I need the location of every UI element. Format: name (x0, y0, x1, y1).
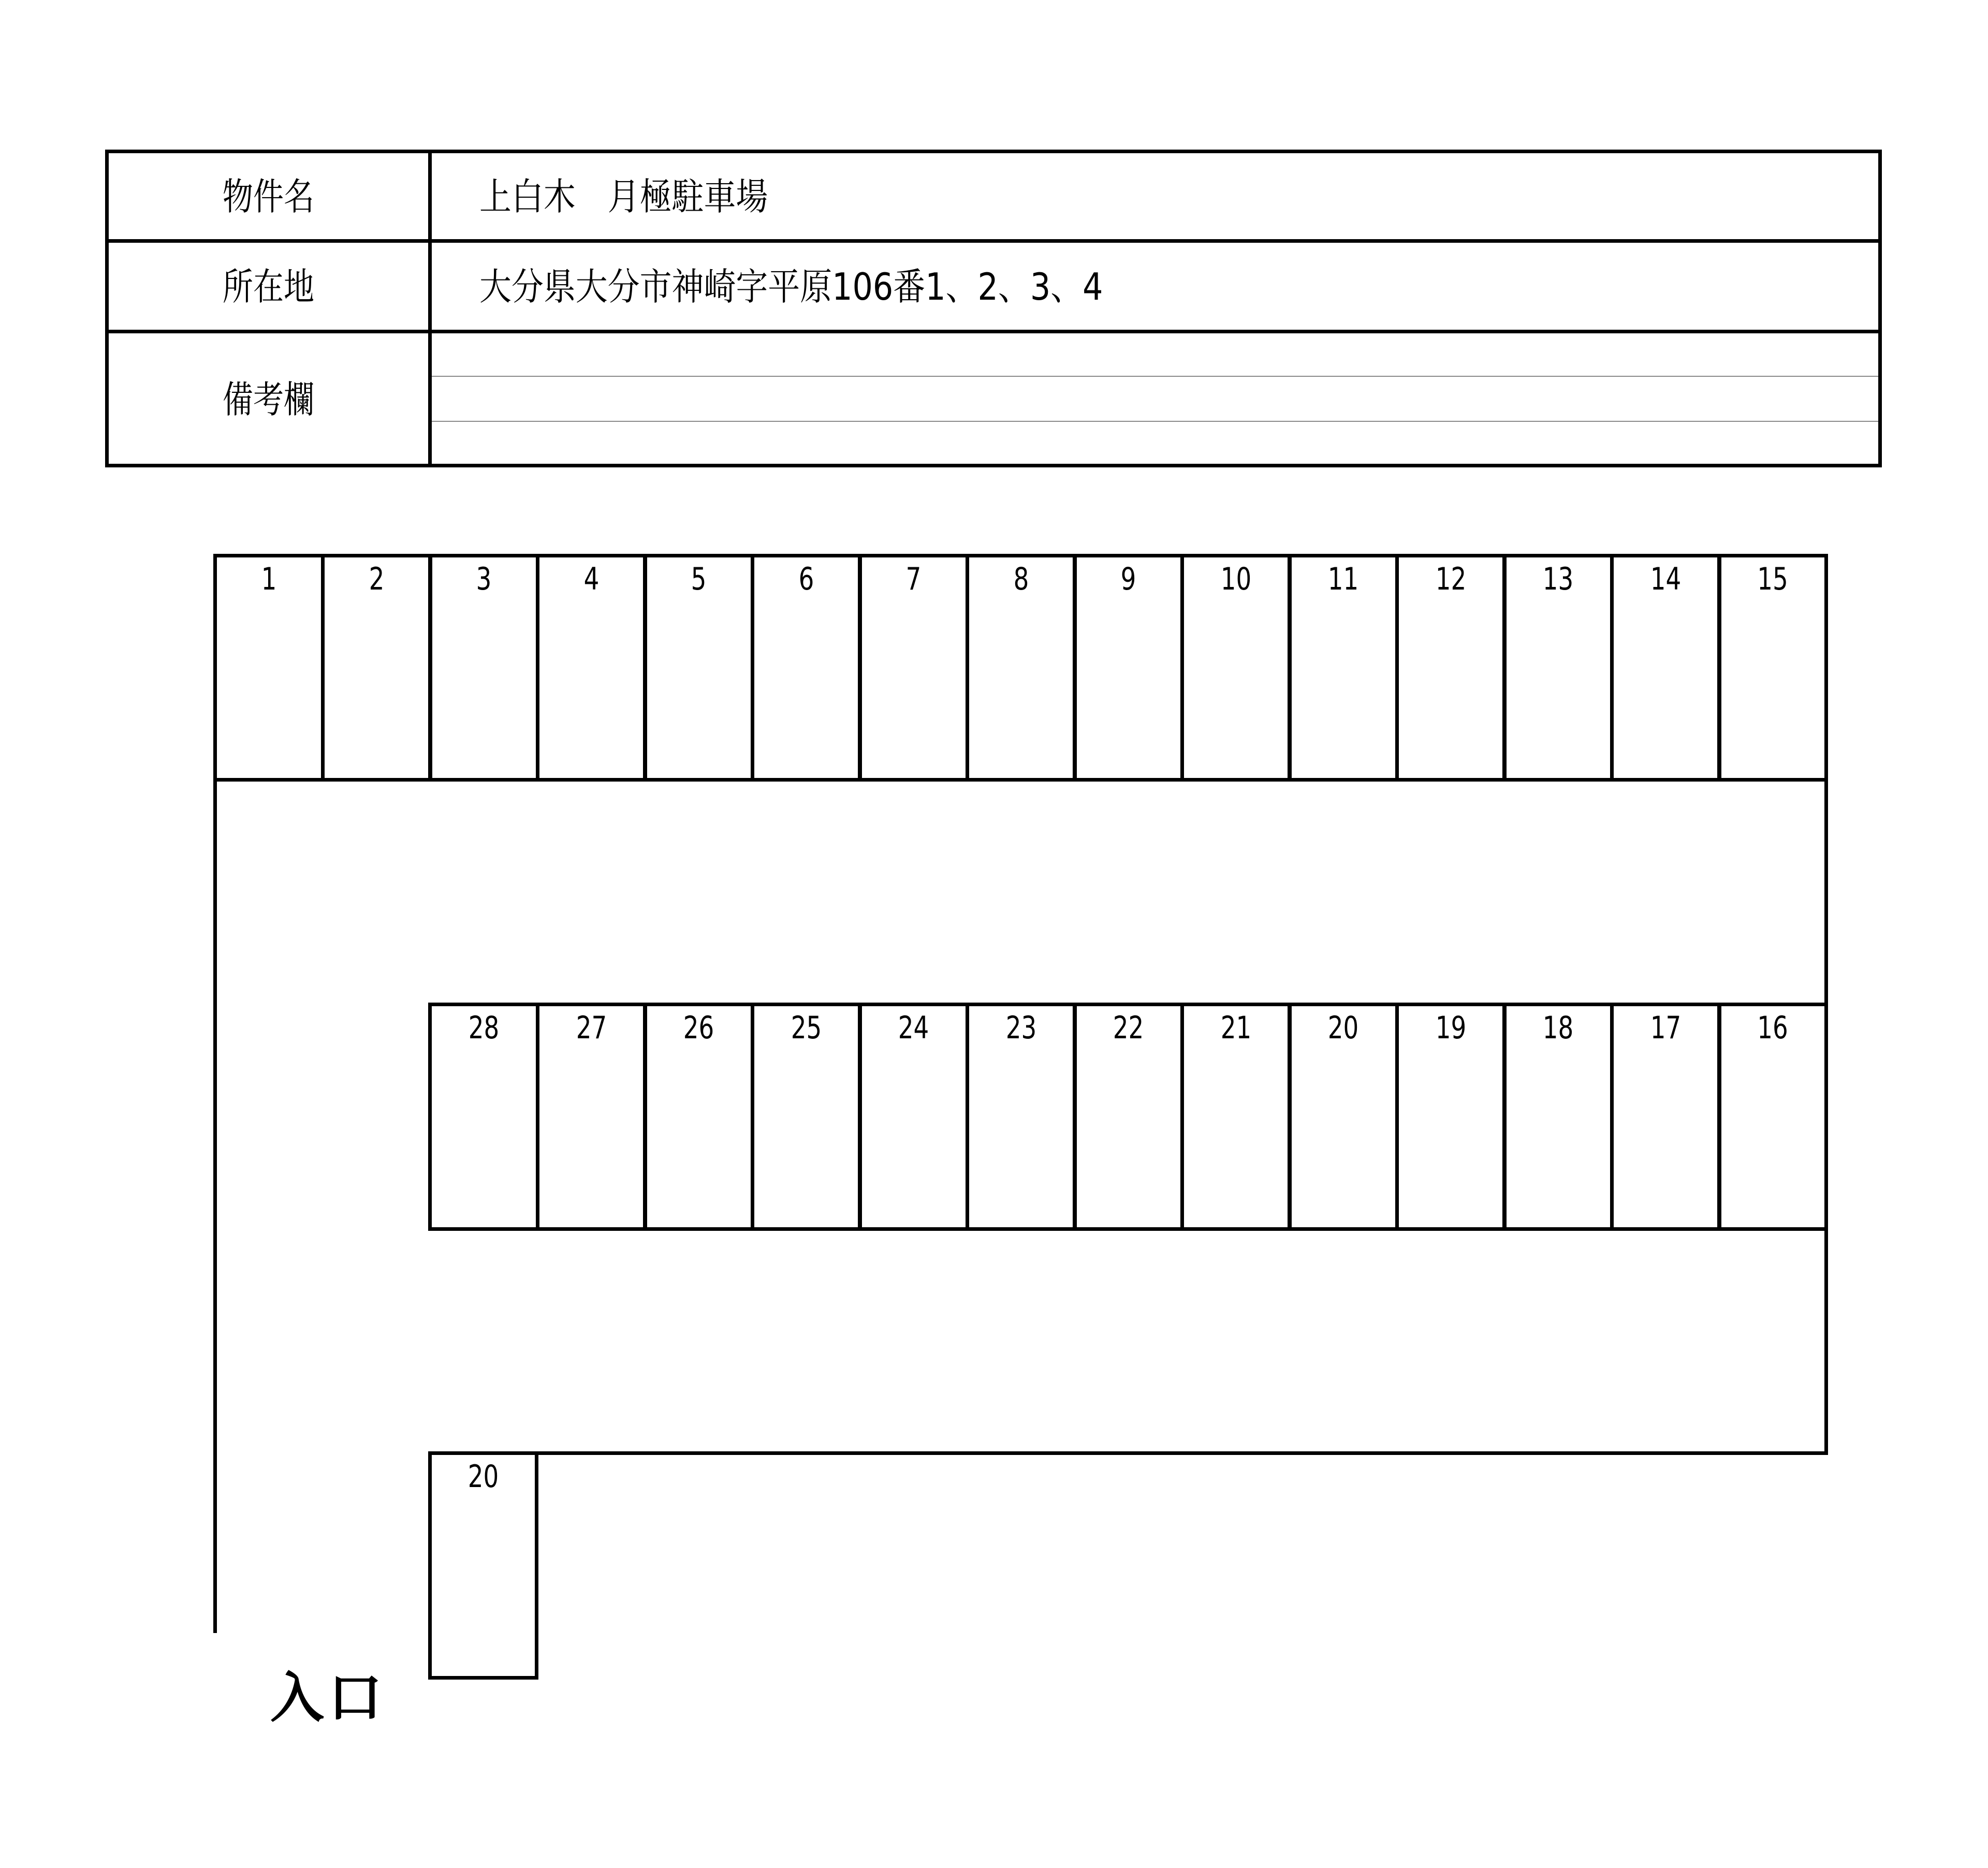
stall-number: 6 (798, 561, 814, 597)
stall-number: 12 (1435, 561, 1467, 597)
parking-stall[interactable] (1502, 1003, 1614, 1231)
stall-number: 28 (468, 1010, 500, 1046)
parking-stall[interactable] (1395, 554, 1507, 782)
stall-number: 7 (905, 561, 922, 597)
parking-stall[interactable] (1073, 554, 1184, 782)
table-column-divider (428, 153, 432, 464)
stall-number: 16 (1757, 1010, 1788, 1046)
parking-stall[interactable] (1288, 1003, 1399, 1231)
parking-stall[interactable] (428, 554, 539, 782)
parking-stall[interactable] (1502, 554, 1614, 782)
parking-stall[interactable] (858, 1003, 969, 1231)
remarks-ruled-line (432, 421, 1878, 422)
stall-number: 4 (583, 561, 600, 597)
table-row-divider (109, 330, 1878, 333)
stall-number: 5 (691, 561, 707, 597)
remarks-ruled-line (432, 376, 1878, 377)
parking-stall[interactable] (1288, 554, 1399, 782)
location-label: 所在地 (222, 265, 315, 308)
parking-stall[interactable] (966, 554, 1077, 782)
stall-number: 20 (1327, 1010, 1359, 1046)
property-name-label: 物件名 (222, 175, 315, 218)
stall-number: 3 (476, 561, 492, 597)
stall-number: 1 (261, 561, 277, 597)
stall-number: 13 (1542, 561, 1574, 597)
stall-number: 11 (1327, 561, 1359, 597)
stall-number: 2 (369, 561, 385, 597)
stall-number: 25 (791, 1010, 822, 1046)
parking-stall[interactable] (428, 1003, 539, 1231)
stall-number: 27 (576, 1010, 607, 1046)
stall-number: 23 (1005, 1010, 1037, 1046)
stall-number: 20 (467, 1459, 499, 1495)
parking-stall[interactable] (213, 554, 325, 782)
stall-number: 26 (683, 1010, 714, 1046)
parking-stall[interactable] (643, 1003, 754, 1231)
stall-number: 10 (1220, 561, 1252, 597)
stall-number: 22 (1113, 1010, 1144, 1046)
stall-number: 24 (898, 1010, 929, 1046)
table-row-divider (109, 239, 1878, 243)
stall-number: 21 (1220, 1010, 1252, 1046)
parking-stall[interactable] (966, 1003, 1077, 1231)
remarks-label: 備考欄 (222, 378, 315, 421)
parking-stall[interactable] (536, 1003, 647, 1231)
parking-stall[interactable] (536, 554, 647, 782)
parking-stall[interactable] (751, 554, 862, 782)
parking-stall[interactable] (1180, 554, 1292, 782)
parking-stall[interactable] (1610, 1003, 1721, 1231)
parking-stall[interactable] (1180, 1003, 1292, 1231)
stall-number: 19 (1435, 1010, 1467, 1046)
stall-number: 8 (1013, 561, 1029, 597)
stall-number: 18 (1542, 1010, 1574, 1046)
property-info-table (105, 150, 1882, 467)
parking-stall[interactable] (751, 1003, 862, 1231)
entrance-label: 入口 (270, 1666, 387, 1729)
stall-number: 15 (1757, 561, 1788, 597)
parking-stall[interactable] (1717, 554, 1828, 782)
parking-stall[interactable] (1073, 1003, 1184, 1231)
parking-stall[interactable] (321, 554, 432, 782)
property-name-value: 上白木 月極駐車場 (479, 175, 768, 218)
parking-stall-extra[interactable] (428, 1451, 538, 1680)
parking-stall[interactable] (1717, 1003, 1828, 1231)
parking-stall[interactable] (643, 554, 754, 782)
location-value: 大分県大分市神崎字平原106番1、2、3、4 (479, 265, 1103, 308)
bottom-aisle-boundary (428, 1451, 1828, 1455)
parking-stall[interactable] (1610, 554, 1721, 782)
stall-number: 9 (1120, 561, 1136, 597)
parking-stall[interactable] (858, 554, 969, 782)
stall-number: 14 (1650, 561, 1682, 597)
stall-number: 17 (1650, 1010, 1682, 1046)
parking-stall[interactable] (1395, 1003, 1507, 1231)
